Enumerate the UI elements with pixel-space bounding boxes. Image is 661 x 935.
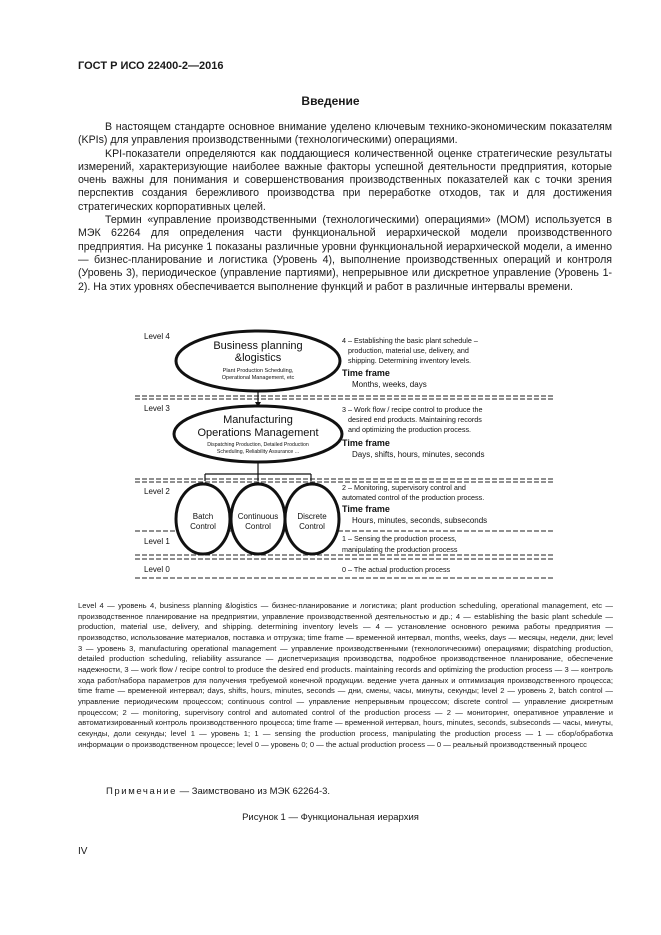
functional-hierarchy-figure: [130, 326, 558, 581]
level-3-description: desired end products. Maintaining records: [348, 415, 482, 424]
level-2-time-frame-value: Hours, minutes, seconds, subseconds: [352, 516, 488, 525]
level-4-time-frame-value: Months, weeks, days: [352, 380, 427, 389]
mom-title-2: Operations Management: [197, 427, 319, 439]
level-4-description: 4 – Establishing the basic plant schedule –: [342, 336, 478, 345]
paragraph-2: KPI-показатели определяются как поддающиеся количественной оценке стратегические результаты измерений, характеризующие наиболее важные факторы успешной деятельности предприятия, которые очень важны для понимания и совершенствования производственных показателей как с точки зрения перспектив создания бережливого производства при переработке отходов, так и для достижения стратегических корпоративных целей.: [78, 147, 612, 213]
level-3-time-frame-value: Days, shifts, hours, minutes, seconds: [352, 450, 485, 459]
level-3-description: 3 – Work flow / recipe control to produce the: [342, 405, 483, 414]
discrete-control-label: Discrete: [297, 512, 327, 521]
level-4-description: shipping. Determining inventory levels.: [348, 356, 472, 365]
level-2-label: Level 2: [144, 487, 170, 496]
level-2-description: 2 – Monitoring, supervisory control and: [342, 483, 466, 492]
level-4-label: Level 4: [144, 332, 170, 341]
mom-subtitle: Dispatching Production, Detailed Production: [207, 442, 309, 448]
business-planning-subtitle-2: Operational Management, etc: [221, 375, 295, 381]
body-text: [78, 121, 612, 294]
mom-subtitle-2: Scheduling, Reliability Assurance ...: [216, 449, 300, 455]
batch-control-label-2: Control: [190, 522, 216, 531]
note-label: Примечание: [106, 786, 177, 797]
paragraph-1: В настоящем стандарте основное внимание уделено ключевым технико-экономическим показателям (KPIs) для управления производственными (технологическими) операциями.: [78, 121, 612, 147]
level-0-description: 0 – The actual production process: [342, 565, 451, 574]
business-planning-title: Business planning: [213, 340, 303, 352]
page-number: IV: [78, 846, 88, 857]
business-planning-title-2: &logistics: [234, 352, 282, 364]
level-4-description: production, material use, delivery, and: [348, 346, 469, 355]
level-3-label: Level 3: [144, 404, 170, 413]
level-1-label: Level 1: [144, 537, 170, 546]
section-title: Введение: [301, 94, 360, 108]
business-planning-subtitle: Plant Production Scheduling,: [222, 368, 294, 374]
note-text: — Заимствовано из МЭК 62264-3.: [177, 786, 331, 797]
level-3-description: and optimizing the production process.: [348, 425, 472, 434]
figure-legend: Level 4 — уровень 4, business planning &logistics — бизнес-планирование и логистика; plant production scheduling, operational management, etc — производственное планирование на предприятии, управление производственной деятельностью и др.; 4 — establishing the basic plant schedule — production, material use, delivery, and shipping. determining inventory levels — 4 — установление основного режима работы предприятия — производство, использование материалов, поставка и отгрузка; time frame — временной интервал, months, weeks, days — месяцы, недели, дни; level 3 — уровень 3, manufacturing operational management — управление производственными (технологическими) операциями; dispatching production, detailed production scheduling, reliability assurance — диспетчеризация производства, подробное производственное планирование, обеспечение надежности, 3 — work flow / recipe control to produce the desired end products. maintaining records and optimizing the production process — 3 — контроль хода работ/набора параметров для получения требуемой конечной продукции. ведение учета данных и оптимизация производственного процесса; time frame — временной интервал; days, shifts, hours, minutes, seconds — дни, смены, часы, минуты, секунды; level 2 — уровень 2, batch control — управление периодическим процессом; continuous control — управление непрерывным процессом; discrete control — управление дискретным процессом; 2 — monitoring, supervisory control and automated control of the production process — 2 — мониторинг, оперативное управление и автоматизированный контроль производственного процесса; time frame — временной интервал, hours, minutes, seconds, subseconds — часы, минуты, секунды, доли секунды; level 1 — уровень 1; 1 — sensing the production process, manipulating the production process — 1 — сбор/обработка информации о производственном процессе; level 0 — уровень 0; 0 — the actual production process — 0 — реальный производственный процесс: [78, 601, 613, 749]
level-2-time-frame-label: Time frame: [342, 504, 390, 514]
level-1-description: 1 – Sensing the production process,: [342, 534, 457, 543]
batch-control-label: Batch: [192, 512, 214, 521]
level-0-label: Level 0: [144, 565, 170, 574]
discrete-control-label-2: Control: [299, 522, 325, 531]
mom-title: Manufacturing: [223, 414, 293, 426]
document-header-code: ГОСТ Р ИСО 22400-2—2016: [78, 60, 224, 72]
figure-caption: Рисунок 1 — Функциональная иерархия: [242, 812, 419, 823]
continuous-control-label-2: Control: [245, 522, 271, 531]
continuous-control-label: Continuous: [237, 512, 279, 521]
figure-note: [106, 786, 330, 797]
level-2-description: automated control of the production process.: [342, 493, 485, 502]
level-4-time-frame-label: Time frame: [342, 368, 390, 378]
level-1-description: manipulating the production process: [342, 545, 458, 554]
paragraph-3: Термин «управление производственными (технологическими) операциями» (МОМ) используется в МЭК 62264 для определения части функциональной иерархической модели производственного предприятия. На рисунке 1 показаны различные уровни функциональной иерархической модели, а именно — бизнес-планирование и логистика (Уровень 4), выполнение производственных операций и контроля (Уровень 3), периодическое (управление партиями), непрерывное или дискретное управление (Уровень 1-2). На этих уровнях обеспечивается выполнение функций и работ в различные интервалы времени.: [78, 214, 612, 293]
level-3-time-frame-label: Time frame: [342, 438, 390, 448]
